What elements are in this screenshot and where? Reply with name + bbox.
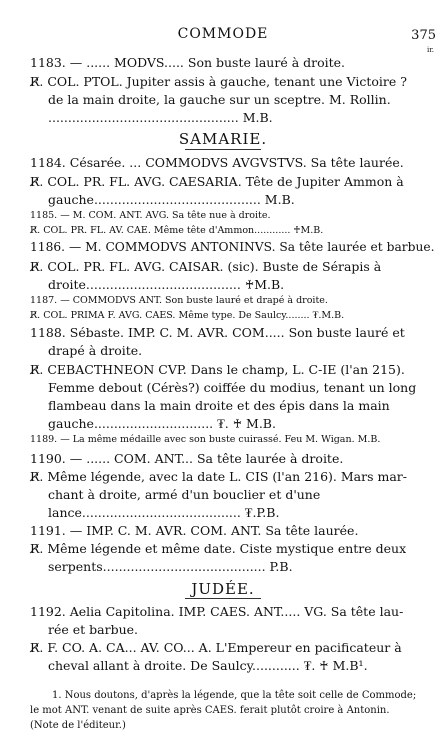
entry-line: 1183. — ...... MODVS..... Son buste lauré à droite. bbox=[30, 55, 346, 70]
entry-line: 1184. Césarée. ... COMMODVS AVGVSTVS. Sa tête laurée. bbox=[30, 155, 404, 170]
entry-line-small: 1187. — COMMODVS ANT. Son buste lauré et drapé à droite. bbox=[30, 295, 328, 306]
footnote-line: 1. Nous doutons, d'après la légende, que la tête soit celle de Commode; bbox=[52, 690, 417, 701]
running-head: COMMODE bbox=[177, 26, 269, 42]
entry-line: droite....................................... ♰M.B. bbox=[48, 277, 285, 292]
entry-line: R̸. Même légende, avec la date L. CIS (l'an 216). Mars mar- bbox=[30, 469, 408, 484]
entry-line: lance........................................ ₮.P.B. bbox=[48, 505, 280, 520]
entry-line: 1191. — IMP. C. M. AVR. COM. ANT. Sa tête laurée. bbox=[30, 523, 359, 538]
footnote-line: le mot ANT. venant de suite après CAES. ferait plutôt croire à Antonin. bbox=[30, 705, 390, 716]
page-number: 375 bbox=[411, 28, 436, 43]
entry-line: R̸. COL. PTOL. Jupiter assis à gauche, tenant une Victoire ? bbox=[30, 74, 407, 89]
entry-line: drapé à droite. bbox=[48, 343, 143, 358]
entry-line: rée et barbue. bbox=[48, 622, 138, 637]
entry-line-small: 1185. — M. COM. ANT. AVG. Sa tête nue à droite. bbox=[30, 210, 271, 221]
entry-line: cheval allant à droite. De Saulcy............ ₮. ♰ M.B¹. bbox=[48, 658, 368, 673]
entry-line: chant à droite, armé d'un bouclier et d'une bbox=[48, 487, 321, 502]
entry-line: 1192. Aelia Capitolina. IMP. CAES. ANT..... VG. Sa tête lau- bbox=[30, 604, 404, 619]
section-rule bbox=[185, 149, 261, 150]
entry-line: 1190. — ...... COM. ANT... Sa tête laurée à droite. bbox=[30, 451, 344, 466]
entry-line: de la main droite, la gauche sur un sceptre. M. Rollin. bbox=[48, 92, 391, 107]
entry-line: R̸. F. CO. A. CA... AV. CO... A. L'Empereur en pacificateur à bbox=[30, 640, 402, 655]
entry-line-small: 1189. — La même médaille avec son buste cuirassé. Feu M. Wigan. M.B. bbox=[30, 434, 381, 445]
entry-line: gauche.............................. ₮. ♰ M.B. bbox=[48, 416, 276, 431]
entry-line-small: R̸. COL. PR. FL. AV. CAE. Même tête d'Ammon............ ♰M.B. bbox=[30, 225, 324, 236]
footnote-line: (Note de l'éditeur.) bbox=[30, 720, 126, 731]
page-number-sub: ir. bbox=[426, 46, 434, 54]
entry-line: serpents......................................... P.B. bbox=[48, 559, 293, 574]
entry-line: gauche.......................................... M.B. bbox=[48, 192, 295, 207]
entry-line: R̸. COL. PR. FL. AVG. CAESARIA. Tête de Jupiter Ammon à bbox=[30, 174, 404, 189]
entry-line: R̸. COL. PR. FL. AVG. CAISAR. (sic). Buste de Sérapis à bbox=[30, 259, 382, 274]
entry-line: ................................................ M.B. bbox=[48, 110, 273, 125]
entry-line: 1188. Sébaste. IMP. C. M. AVR. COM..... Son buste lauré et bbox=[30, 325, 405, 340]
section-heading-judee: JUDÉE. bbox=[191, 580, 255, 598]
section-rule bbox=[185, 598, 261, 599]
entry-line: R̸. CEBACTHNEON CVP. Dans le champ, L. C-IE (l'an 215). bbox=[30, 362, 405, 377]
entry-line: 1186. — M. COMMODVS ANTONINVS. Sa tête laurée et barbue. bbox=[30, 240, 435, 254]
entry-line: R̸. Même légende et même date. Ciste mystique entre deux bbox=[30, 541, 407, 556]
entry-line: Femme debout (Cérès?) coiffée du modius, tenant un long bbox=[48, 380, 417, 395]
entry-line: flambeau dans la main droite et des épis dans la main bbox=[48, 398, 390, 413]
entry-line-small: R̸. COL. PRIMA F. AVG. CAES. Même type. De Saulcy........ ₮.M.B. bbox=[30, 310, 345, 321]
section-heading-samarie: SAMARIE. bbox=[178, 130, 268, 148]
